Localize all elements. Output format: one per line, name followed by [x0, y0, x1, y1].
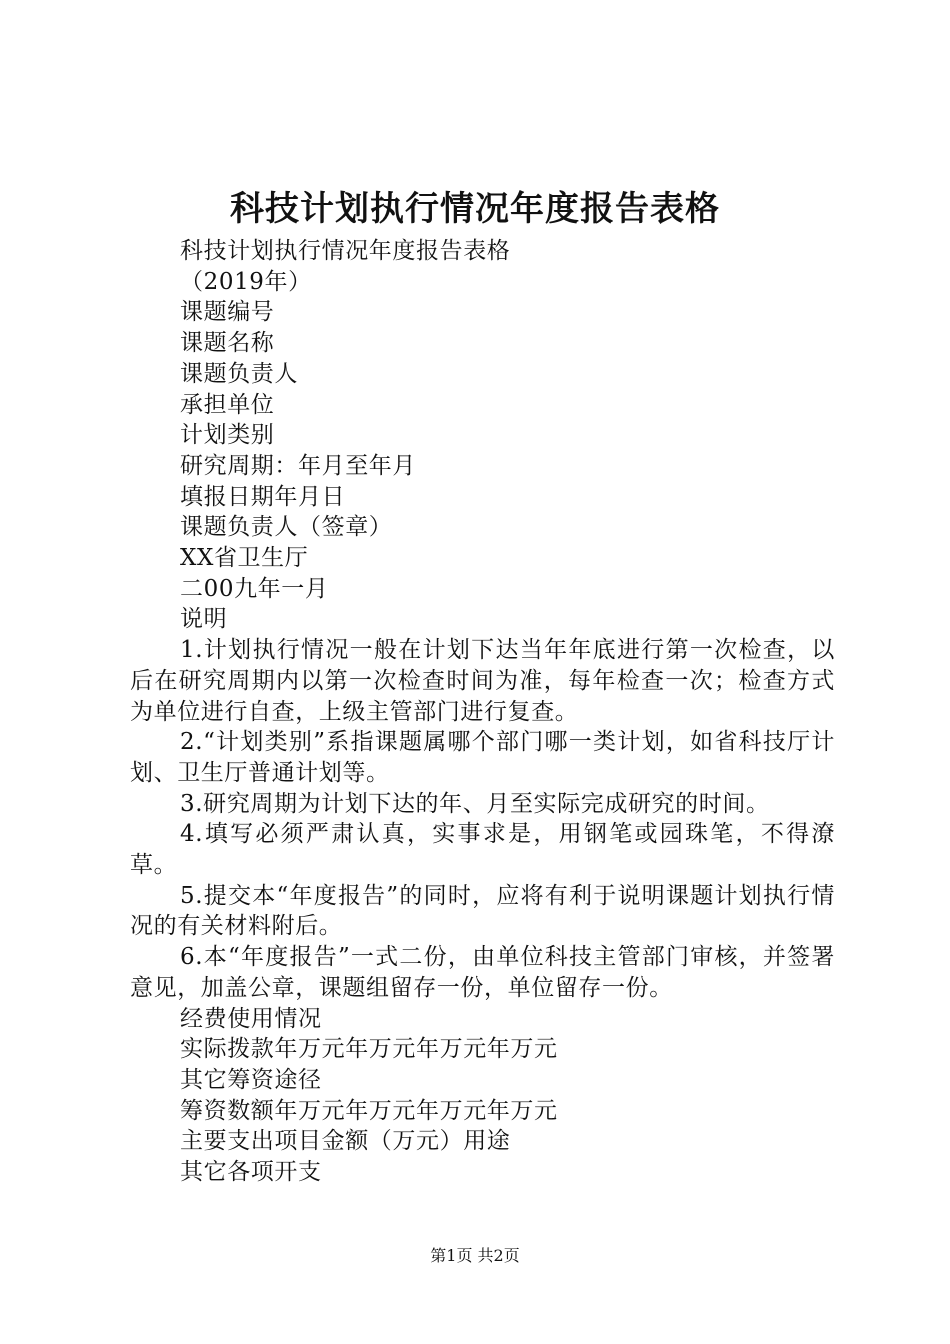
text-line-plan-category: 计划类别 — [180, 422, 275, 449]
note-paragraph-3: 3.研究周期为计划下达的年、月至实际完成研究的时间。 — [180, 790, 770, 817]
text-line-funding-amount: 筹资数额年万元年万元年万元年万元 — [180, 1097, 558, 1124]
text-line-funding-usage: 经费使用情况 — [180, 1005, 322, 1032]
text-line-undertaking-unit: 承担单位 — [180, 391, 275, 418]
text-line-notes-heading: 说明 — [180, 606, 228, 633]
document-title: 科技计划执行情况年度报告表格 — [230, 189, 720, 229]
text-line-other-funding-sources: 其它筹资途径 — [180, 1066, 322, 1093]
text-line-leader-signature: 课题负责人（签章） — [180, 514, 393, 541]
text-line-report-title: 科技计划执行情况年度报告表格 — [180, 238, 511, 264]
text-line-actual-allocation: 实际拨款年万元年万元年万元年万元 — [180, 1036, 558, 1063]
document-body — [130, 236, 835, 1188]
text-line-year: （2019年） — [180, 268, 312, 295]
note-paragraph-6: 6.本“年度报告”一式二份，由单位科技主管部门审核，并签署意见，加盖公章，课题组留存一份，单位留存一份。 — [130, 944, 835, 1001]
text-line-department: XX省卫生厅 — [180, 545, 309, 572]
page-footer: 第1页 共2页 — [430, 1246, 520, 1265]
note-paragraph-1: 1.计划执行情况一般在计划下达当年年底进行第一次检查，以后在研究周期内以第一次检查时间为准，每年检查一次；检查方式为单位进行自查，上级主管部门进行复查。 — [130, 637, 835, 725]
text-line-main-expenditure: 主要支出项目金额（万元）用途 — [180, 1128, 511, 1155]
text-line-project-name: 课题名称 — [180, 330, 275, 357]
text-line-project-leader: 课题负责人 — [180, 360, 298, 387]
text-line-project-number: 课题编号 — [180, 299, 275, 326]
text-line-research-period: 研究周期：年月至年月 — [180, 452, 416, 479]
note-paragraph-5: 5.提交本“年度报告”的同时，应将有利于说明课题计划执行情况的有关材料附后。 — [130, 882, 835, 940]
text-line-other-expenses: 其它各项开支 — [180, 1159, 322, 1186]
note-paragraph-2: 2.“计划类别”系指课题属哪个部门哪一类计划，如省科技厅计划、卫生厅普通计划等。 — [130, 729, 835, 786]
note-paragraph-4: 4.填写必须严肃认真，实事求是，用钢笔或园珠笔，不得潦草。 — [130, 821, 835, 879]
text-line-fill-date: 填报日期年月日 — [180, 483, 346, 510]
text-line-issue-date: 二00九年一月 — [180, 575, 329, 602]
